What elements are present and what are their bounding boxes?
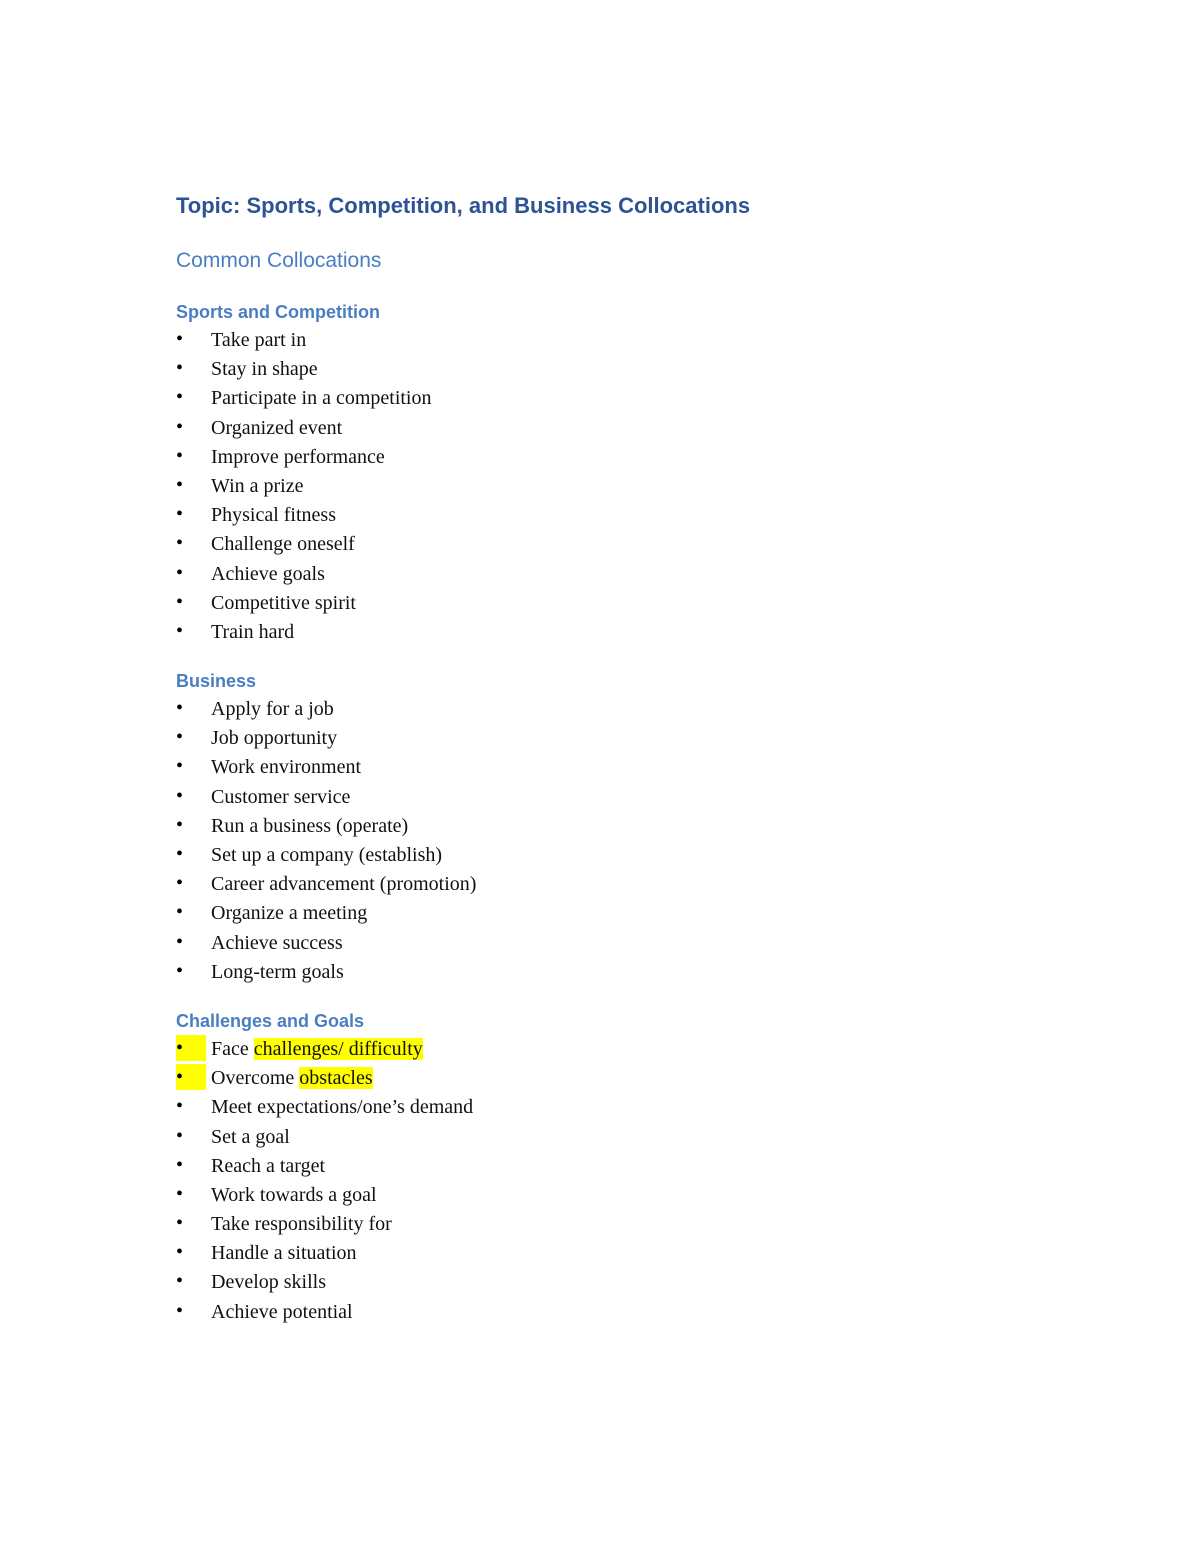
document-title: Topic: Sports, Competition, and Business Collocations <box>176 193 751 218</box>
bullet-icon: • <box>176 415 184 438</box>
document-body <box>176 188 1076 1327</box>
list-item <box>176 1123 1076 1152</box>
list-item-text: Stay in shape <box>211 358 318 381</box>
list-item-text: Develop skills <box>211 1271 326 1294</box>
list-item-text <box>211 1035 423 1064</box>
bullet-icon: • <box>176 357 184 380</box>
bullet-icon: • <box>176 444 184 467</box>
bullet-icon: • <box>176 843 184 865</box>
list-item <box>176 870 1076 899</box>
list-item-text: Organized event <box>211 416 343 439</box>
list-item <box>176 501 1076 530</box>
list-item <box>176 472 1076 501</box>
list-item <box>176 1239 1076 1268</box>
highlighted-text: challenges/ difficulty <box>253 1037 423 1060</box>
list-item-text: Set a goal <box>211 1125 290 1148</box>
bullet-icon: • <box>176 697 184 720</box>
list-item <box>176 443 1076 472</box>
bullet-icon: • <box>176 532 184 555</box>
bullet-icon: • <box>176 1299 184 1322</box>
list-item <box>176 1210 1076 1239</box>
bullet-icon: • <box>176 386 184 409</box>
list-item <box>176 589 1076 618</box>
list-item-text: Challenge oneself <box>211 533 355 556</box>
list-item-text: Run a business (operate) <box>211 814 409 837</box>
list-item-text: Reach a target <box>211 1154 326 1177</box>
bullet-icon: • <box>176 561 184 584</box>
list-item <box>176 618 1076 647</box>
list-item-text: Job opportunity <box>211 727 338 750</box>
list-item <box>176 724 1076 753</box>
bullet-icon: • <box>176 619 184 642</box>
list-item-text: Achieve success <box>211 931 343 954</box>
list-item-text: Set up a company (establish) <box>211 844 443 866</box>
list-item <box>176 384 1076 413</box>
list-item <box>176 326 1076 355</box>
list-item <box>176 414 1076 443</box>
challenges-goals-list <box>176 1035 1076 1327</box>
highlighted-text-prefix: Face <box>211 1037 254 1060</box>
bullet-icon: • <box>176 901 184 924</box>
bullet-icon: • <box>176 1153 184 1176</box>
bullet-icon: • <box>176 959 184 982</box>
list-item-text: Meet expectations/one’s demand <box>211 1096 474 1119</box>
bullet-icon: • <box>176 473 184 496</box>
list-item-text: Physical fitness <box>211 504 336 527</box>
list-item-text: Work towards a goal <box>211 1183 377 1206</box>
list-item <box>176 695 1076 724</box>
list-item <box>176 1268 1076 1297</box>
list-item-text: Organize a meeting <box>211 902 368 925</box>
subheading-sports-and-competition: Sports and Competition <box>176 302 380 322</box>
bullet-icon: • <box>176 1124 184 1147</box>
bullet-icon: • <box>176 930 184 953</box>
bullet-icon: • <box>176 590 184 613</box>
bullet-icon: • <box>176 1035 206 1061</box>
list-item-text: Competitive spirit <box>211 591 356 614</box>
bullet-icon: • <box>176 1064 206 1090</box>
list-item <box>176 841 1076 870</box>
bullet-icon: • <box>176 1182 184 1205</box>
list-item-text: Take responsibility for <box>211 1213 392 1236</box>
list-item-text: Improve performance <box>211 445 385 468</box>
subheading-business: Business <box>176 671 257 692</box>
list-item <box>176 1298 1076 1327</box>
bullet-icon: • <box>176 813 184 836</box>
list-item-highlighted <box>176 1035 1076 1064</box>
sports-competition-list <box>176 326 1076 647</box>
list-item-text: Participate in a competition <box>211 387 432 410</box>
bullet-icon: • <box>176 726 184 749</box>
bullet-icon: • <box>176 503 184 526</box>
list-item <box>176 560 1076 589</box>
list-item-text: Apply for a job <box>211 698 334 721</box>
list-item <box>176 1152 1076 1181</box>
bullet-icon: • <box>176 1241 184 1264</box>
list-item <box>176 812 1076 841</box>
list-item-text: Win a prize <box>211 474 304 497</box>
highlighted-text: obstacles <box>299 1067 373 1090</box>
bullet-icon: • <box>176 1095 184 1118</box>
list-item <box>176 899 1076 928</box>
list-item-text: Achieve potential <box>211 1300 353 1323</box>
list-item-text: Long-term goals <box>211 960 344 983</box>
list-item-text: Career advancement (promotion) <box>211 873 477 896</box>
list-item-text: Work environment <box>211 756 362 779</box>
list-item-text: Train hard <box>211 620 295 643</box>
section-heading-common-collocations: Common Collocations <box>176 249 382 272</box>
list-item-text: Handle a situation <box>211 1242 357 1265</box>
list-item <box>176 783 1076 812</box>
list-item <box>176 1181 1076 1210</box>
list-item <box>176 958 1076 987</box>
list-item <box>176 753 1076 782</box>
bullet-icon: • <box>176 872 184 895</box>
bullet-icon: • <box>176 1270 184 1293</box>
list-item-text: Achieve goals <box>211 562 325 585</box>
list-item <box>176 1093 1076 1122</box>
bullet-icon: • <box>176 755 184 778</box>
bullet-icon: • <box>176 328 184 350</box>
bullet-icon: • <box>176 784 184 807</box>
business-list <box>176 695 1076 987</box>
list-item-text <box>211 1064 373 1093</box>
list-item <box>176 929 1076 958</box>
list-item <box>176 355 1076 384</box>
list-item <box>176 530 1076 559</box>
list-item-text: Take part in <box>211 329 307 351</box>
highlighted-text-prefix: Overcome <box>211 1067 300 1090</box>
list-item-text: Customer service <box>211 785 351 808</box>
subheading-challenges-and-goals: Challenges and Goals <box>176 1010 365 1031</box>
list-item-highlighted <box>176 1064 1076 1093</box>
bullet-icon: • <box>176 1212 184 1235</box>
